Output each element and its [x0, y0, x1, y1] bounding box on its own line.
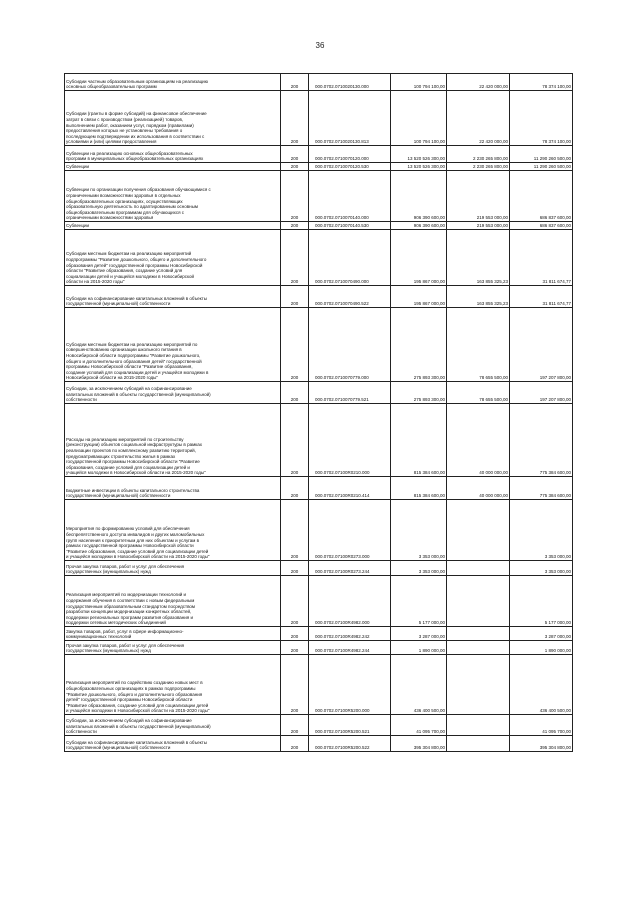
admin-code-cell: 200	[281, 382, 309, 404]
classification-code-cell: 000.0702.0710070490.000	[309, 230, 391, 286]
executed-amount-cell	[447, 736, 510, 752]
remaining-amount-cell: 3 353 000,00	[510, 500, 573, 561]
classification-code-cell: 000.0702.0710070490.522	[309, 286, 391, 308]
approved-amount-cell: 275 893 300,00	[391, 382, 447, 404]
expense-name-cell: Субсидии местным бюджетам на реализацию мероприятий подпрограммы "Развитие дошкольного, общего и дополнительного образования детей" государственной программы Новосибирской области "Развитие образования, создание условий для социализации детей и учащейся молодежи в Новосибирской области на 2015-2020 годы"	[65, 230, 281, 286]
remaining-amount-cell: 78 374 100,00	[510, 91, 573, 146]
admin-code-cell: 200	[281, 561, 309, 576]
admin-code-cell: 200	[281, 641, 309, 655]
remaining-amount-cell: 1 890 000,00	[510, 641, 573, 655]
expense-name-cell: Расходы на реализацию мероприятий по строительству (реконструкции) объектов социальной инфраструктуры в рамках реализации проектов по комплексному развитию территорий, предусматривающих строительство жилья в рамках государственной программы Новосибирской области "Развитие образования, создание условий для социализации детей и учащейся молодежи в Новосибирской области на 2015-2020 годы"	[65, 404, 281, 477]
table-row	[65, 308, 573, 382]
approved-amount-cell: 13 520 526 300,00	[391, 163, 447, 171]
executed-amount-cell: 22 420 000,00	[447, 74, 510, 91]
admin-code-cell: 200	[281, 286, 309, 308]
expense-name-cell: Субсидии на софинансирование капитальных вложений в объекты государственной (муниципальной) собственности	[65, 286, 281, 308]
executed-amount-cell	[447, 641, 510, 655]
table-row	[65, 500, 573, 561]
expense-name-cell: Прочая закупка товаров, работ и услуг для обеспечения государственных (муниципальных) нужд	[65, 641, 281, 655]
approved-amount-cell: 100 794 100,00	[391, 74, 447, 91]
expense-name-cell: Субсидии, за исключением субсидий на софинансирование капитальных вложений в объекты государственной (муниципальной) собственности	[65, 382, 281, 404]
expense-name-cell: Прочая закупка товаров, работ и услуг для обеспечения государственных (муниципальных) нужд	[65, 561, 281, 576]
approved-amount-cell: 100 794 100,00	[391, 91, 447, 146]
executed-amount-cell: 78 655 500,00	[447, 308, 510, 382]
approved-amount-cell: 1 890 000,00	[391, 641, 447, 655]
remaining-amount-cell: 5 177 000,00	[510, 576, 573, 627]
classification-code-cell: 000.0702.0710070779.000	[309, 308, 391, 382]
remaining-amount-cell: 775 384 600,00	[510, 477, 573, 500]
admin-code-cell: 200	[281, 74, 309, 91]
table-row	[65, 641, 573, 655]
admin-code-cell: 200	[281, 477, 309, 500]
classification-code-cell: 000.0702.07100R4982.244	[309, 641, 391, 655]
executed-amount-cell: 219 553 000,00	[447, 222, 510, 230]
admin-code-cell: 200	[281, 222, 309, 230]
remaining-amount-cell: 31 811 674,77	[510, 230, 573, 286]
admin-code-cell: 200	[281, 576, 309, 627]
table-row	[65, 171, 573, 222]
admin-code-cell: 200	[281, 146, 309, 163]
expense-name-cell: Реализация мероприятий по содействию созданию новых мест в общеобразовательных организациях в рамках подпрограммы "Развитие дошкольного, общего и дополнительного образования детей" государственной программы Новосибирской области "Развитие образования, создание условий для социализации детей и учащейся молодежи в Новосибирской области на 2015-2020 годы"	[65, 655, 281, 715]
table-row	[65, 222, 573, 230]
remaining-amount-cell: 686 837 600,00	[510, 171, 573, 222]
remaining-amount-cell: 436 400 500,00	[510, 655, 573, 715]
expense-name-cell: Субсидии на софинансирование капитальных вложений в объекты государственной (муниципальной) собственности	[65, 736, 281, 752]
admin-code-cell: 200	[281, 404, 309, 477]
expense-name-cell: Субвенции по организации получения образования обучающимися с ограниченными возможностями здоровья в отдельных общеобразовательных организациях, осуществляющих образовательную деятельность по адаптированным основным общеобразовательным программам для обучающихся с ограниченными возможностями здоровья	[65, 171, 281, 222]
table-row	[65, 74, 573, 91]
admin-code-cell: 200	[281, 230, 309, 286]
approved-amount-cell: 906 390 600,00	[391, 171, 447, 222]
classification-code-cell: 000.0702.0710070120.530	[309, 163, 391, 171]
remaining-amount-cell: 31 811 674,77	[510, 286, 573, 308]
admin-code-cell: 200	[281, 171, 309, 222]
budget-table-body	[65, 74, 573, 752]
expense-name-cell: Субсидии частным образовательным организациям на реализацию основных общеобразовательных программ	[65, 74, 281, 91]
expense-name-cell: Субсидии (гранты в форме субсидий) на финансовое обеспечение затрат в связи с производством (реализацией) товаров, выполнением работ, оказанием услуг, порядком (правилами) предоставления которых не установлены требования о последующем подтверждении их использования в соответствии с условиями и (или) целями предоставления	[65, 91, 281, 146]
approved-amount-cell: 3 353 000,00	[391, 561, 447, 576]
admin-code-cell: 200	[281, 500, 309, 561]
executed-amount-cell: 2 230 265 800,00	[447, 146, 510, 163]
expense-name-cell: Бюджетные инвестиции в объекты капитального строительства государственной (муниципальной) собственности	[65, 477, 281, 500]
executed-amount-cell: 78 655 500,00	[447, 382, 510, 404]
remaining-amount-cell: 197 207 800,00	[510, 382, 573, 404]
classification-code-cell: 000.0702.0710070120.000	[309, 146, 391, 163]
classification-code-cell: 000.0702.0710070140.000	[309, 171, 391, 222]
admin-code-cell: 200	[281, 627, 309, 641]
remaining-amount-cell: 395 304 800,00	[510, 736, 573, 752]
expense-name-cell: Закупка товаров, работ, услуг в сфере информационно- коммуникационных технологий	[65, 627, 281, 641]
table-row	[65, 91, 573, 146]
expense-name-cell: Реализация мероприятий по модернизации технологий и содержания обучения в соответствии с новым федеральным государственным образовательным стандартом посредством разработки концепции модернизации конкретных областей, поддержки региональных программ развития образования и поддержки сетевых методических объединений	[65, 576, 281, 627]
expense-name-cell: Субвенции на реализацию основных общеобразовательных программ в муниципальных общеобразовательных организациях	[65, 146, 281, 163]
approved-amount-cell: 815 384 600,00	[391, 404, 447, 477]
classification-code-cell: 000.0702.07100R5200.000	[309, 655, 391, 715]
remaining-amount-cell: 3 287 000,00	[510, 627, 573, 641]
classification-code-cell: 000.0702.07100R5200.522	[309, 736, 391, 752]
approved-amount-cell: 5 177 000,00	[391, 576, 447, 627]
approved-amount-cell: 906 390 600,00	[391, 222, 447, 230]
classification-code-cell: 000.0702.07100R5200.521	[309, 715, 391, 736]
remaining-amount-cell: 78 374 100,00	[510, 74, 573, 91]
classification-code-cell: 000.0702.07100R0273.244	[309, 561, 391, 576]
table-row	[65, 146, 573, 163]
approved-amount-cell: 41 095 700,00	[391, 715, 447, 736]
executed-amount-cell: 22 420 000,00	[447, 91, 510, 146]
approved-amount-cell: 275 893 300,00	[391, 308, 447, 382]
table-row	[65, 382, 573, 404]
remaining-amount-cell: 11 290 260 500,00	[510, 163, 573, 171]
executed-amount-cell: 2 230 265 800,00	[447, 163, 510, 171]
executed-amount-cell	[447, 715, 510, 736]
remaining-amount-cell: 3 353 000,00	[510, 561, 573, 576]
executed-amount-cell	[447, 627, 510, 641]
budget-table	[64, 73, 573, 752]
classification-code-cell: 000.0702.0710020130.000	[309, 74, 391, 91]
approved-amount-cell: 436 400 500,00	[391, 655, 447, 715]
approved-amount-cell: 395 304 800,00	[391, 736, 447, 752]
admin-code-cell: 200	[281, 308, 309, 382]
approved-amount-cell: 195 867 000,00	[391, 286, 447, 308]
expense-name-cell: Субсидии местным бюджетам на реализацию мероприятий по совершенствованию организации школьного питания в Новосибирской области подпрограммы "Развитие дошкольного, общего и дополнительного образования детей" государственной программы Новосибирской области "Развитие образования, создание условий для социализации детей и учащейся молодежи в Новосибирской области на 2015-2020 годы"	[65, 308, 281, 382]
classification-code-cell: 000.0702.07100R0210.000	[309, 404, 391, 477]
table-row	[65, 404, 573, 477]
admin-code-cell: 200	[281, 655, 309, 715]
remaining-amount-cell: 686 837 600,00	[510, 222, 573, 230]
table-row	[65, 627, 573, 641]
table-row	[65, 230, 573, 286]
admin-code-cell: 200	[281, 736, 309, 752]
executed-amount-cell: 219 553 000,00	[447, 171, 510, 222]
executed-amount-cell: 163 855 325,23	[447, 286, 510, 308]
classification-code-cell: 000.0702.07100R4982.000	[309, 576, 391, 627]
executed-amount-cell: 163 855 325,23	[447, 230, 510, 286]
classification-code-cell: 000.0702.07100R0210.414	[309, 477, 391, 500]
remaining-amount-cell: 197 207 800,00	[510, 308, 573, 382]
classification-code-cell: 000.0702.07100R4982.242	[309, 627, 391, 641]
executed-amount-cell	[447, 561, 510, 576]
classification-code-cell: 000.0702.0710070779.521	[309, 382, 391, 404]
admin-code-cell: 200	[281, 163, 309, 171]
expense-name-cell: Мероприятия по формированию условий для обеспечения беспрепятственного доступа инвалидов и других маломобильных групп населения к приоритетным для них объектам и услугам в рамках государственной программы Новосибирской области "Развитие образования, создание условий для социализации детей и учащейся молодежи в Новосибирской области на 2015-2020 годы"	[65, 500, 281, 561]
executed-amount-cell	[447, 576, 510, 627]
expense-name-cell: Субвенции	[65, 163, 281, 171]
admin-code-cell: 200	[281, 715, 309, 736]
table-row	[65, 715, 573, 736]
approved-amount-cell: 13 520 526 300,00	[391, 146, 447, 163]
expense-name-cell: Субвенции	[65, 222, 281, 230]
table-row	[65, 163, 573, 171]
table-row	[65, 561, 573, 576]
approved-amount-cell: 3 353 000,00	[391, 500, 447, 561]
remaining-amount-cell: 41 095 700,00	[510, 715, 573, 736]
classification-code-cell: 000.0702.07100R0273.000	[309, 500, 391, 561]
table-row	[65, 736, 573, 752]
approved-amount-cell: 195 867 000,00	[391, 230, 447, 286]
table-row	[65, 286, 573, 308]
executed-amount-cell: 40 000 000,00	[447, 477, 510, 500]
executed-amount-cell	[447, 500, 510, 561]
approved-amount-cell: 815 384 600,00	[391, 477, 447, 500]
remaining-amount-cell: 11 290 260 500,00	[510, 146, 573, 163]
remaining-amount-cell: 775 384 600,00	[510, 404, 573, 477]
table-row	[65, 655, 573, 715]
executed-amount-cell: 40 000 000,00	[447, 404, 510, 477]
table-row	[65, 576, 573, 627]
classification-code-cell: 000.0702.0710020130.813	[309, 91, 391, 146]
approved-amount-cell: 3 287 000,00	[391, 627, 447, 641]
executed-amount-cell	[447, 655, 510, 715]
admin-code-cell: 200	[281, 91, 309, 146]
expense-name-cell: Субсидии, за исключением субсидий на софинансирование капитальных вложений в объекты государственной (муниципальной) собственности	[65, 715, 281, 736]
page-number: 36	[315, 41, 325, 50]
classification-code-cell: 000.0702.0710070140.530	[309, 222, 391, 230]
table-row	[65, 477, 573, 500]
